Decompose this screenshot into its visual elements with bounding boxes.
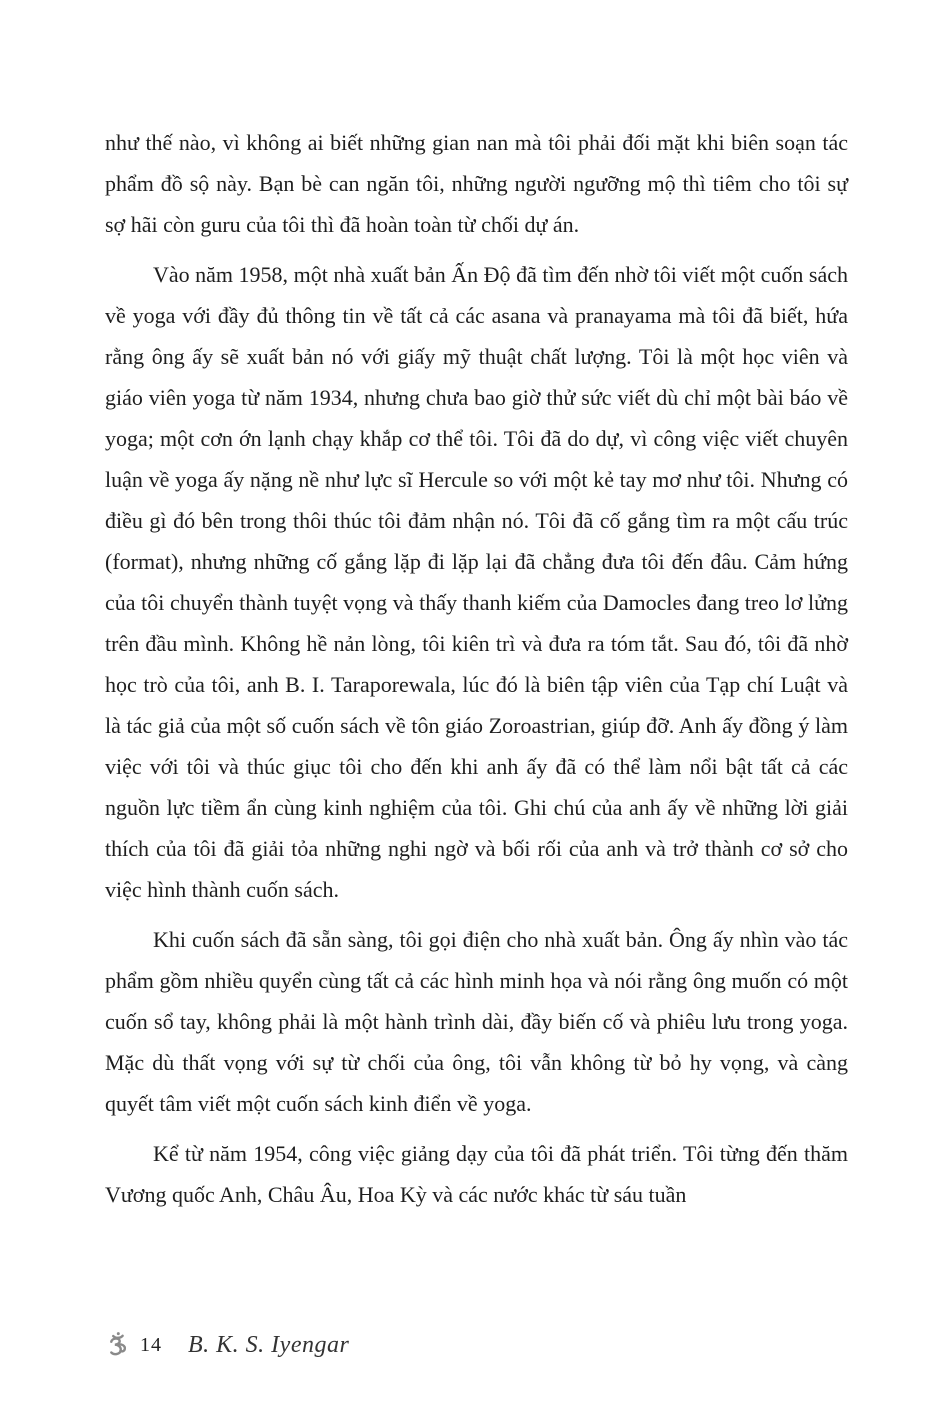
paragraph: Vào năm 1958, một nhà xuất bản Ấn Độ đã tìm đến nhờ tôi viết một cuốn sách về yoga với đầy đủ thông tin về tất cả các asana và pranayama mà tôi đã biết, hứa rằng ông ấy sẽ xuất bản nó với giấy mỹ thuật chất lượng. Tôi là một học viên và giáo viên yoga từ năm 1934, nhưng chưa bao giờ thử sức viết dù chỉ một bài báo về yoga; một cơn ớn lạnh chạy khắp cơ thể tôi. Tôi đã do dự, vì công việc viết chuyên luận về yoga ấy nặng nề như lực sĩ Hercule so với một kẻ tay mơ như tôi. Nhưng có điều gì đó bên trong thôi thúc tôi đảm nhận nó. Tôi đã cố gắng tìm ra một cấu trúc (format), nhưng những cố gắng lặp đi lặp lại đã chẳng đưa tôi đến đâu. Cảm hứng của tôi chuyển thành tuyệt vọng và thấy thanh kiếm của Damocles đang treo lơ lửng trên đầu mình. Không hề nản lòng, tôi kiên trì và đưa ra tóm tắt. Sau đó, tôi đã nhờ học trò của tôi, anh B. I. Taraporewala, lúc đó là biên tập viên của Tạp chí Luật và là tác giả của một số cuốn sách về tôn giáo Zoroastrian, giúp đỡ. Anh ấy đồng ý làm việc với tôi và thúc giục tôi cho đến khi anh ấy đã có thể làm nổi bật tất cả các nguồn lực tiềm ẩn cùng kinh nghiệm của tôi. Ghi chú của anh ấy về những lời giải thích của tôi đã giải tỏa những nghi ngờ và bối rối của anh và trở thành cơ sở cho việc hình thành cuốn sách. <box>105 262 848 902</box>
page-footer <box>104 1328 349 1362</box>
author-name: B. K. S. Iyengar <box>188 1331 350 1358</box>
paragraph: Kể từ năm 1954, công việc giảng dạy của tôi đã phát triển. Tôi từng đến thăm Vương quốc Anh, Châu Âu, Hoa Kỳ và các nước khác từ sáu tuần <box>105 1141 848 1207</box>
page-number: 14 <box>140 1333 162 1356</box>
paragraph: như thế nào, vì không ai biết những gian nan mà tôi phải đối mặt khi biên soạn tác phẩm đồ sộ này. Bạn bè can ngăn tôi, những người ngưỡng mộ thì tiêm cho tôi sự sợ hãi còn guru của tôi thì đã hoàn toàn từ chối dự án. <box>105 130 848 237</box>
om-icon <box>104 1332 131 1359</box>
paragraph: Khi cuốn sách đã sẵn sàng, tôi gọi điện cho nhà xuất bản. Ông ấy nhìn vào tác phẩm gồm nhiều quyển cùng tất cả các hình minh họa và nói rằng ông muốn có một cuốn sổ tay, không phải là một hành trình dài, đầy biến cố và phiêu lưu trong yoga. Mặc dù thất vọng với sự từ chối của ông, tôi vẫn không từ bỏ hy vọng, và càng quyết tâm viết một cuốn sách kinh điển về yoga. <box>105 927 848 1116</box>
body-text <box>105 122 848 1224</box>
